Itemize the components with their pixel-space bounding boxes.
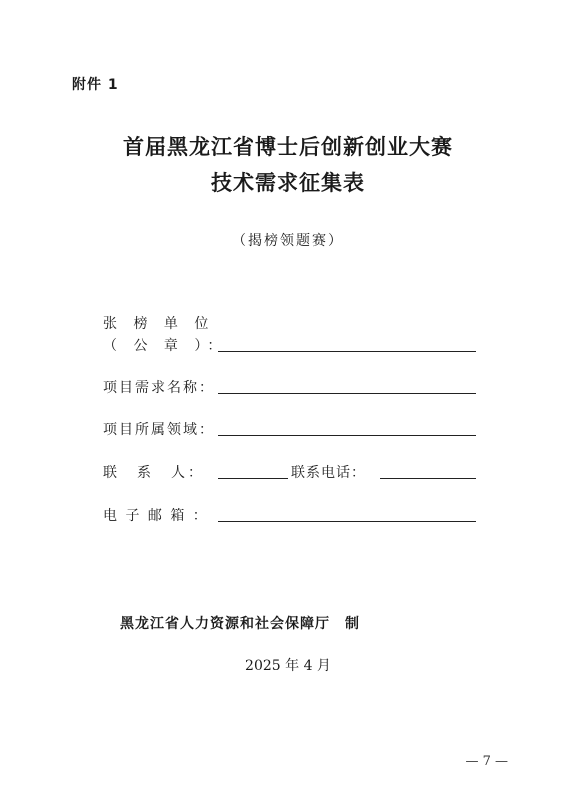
page-number: — 7 — <box>465 754 508 769</box>
form-title-line-1: 首届黑龙江省博士后创新创业大赛 <box>123 135 453 159</box>
email-field[interactable] <box>218 521 476 522</box>
issuer-unit-label-bottom: （ 公 章 ）： <box>103 338 228 354</box>
form-title-line-2: 技术需求征集表 <box>211 171 365 195</box>
attachment-label: 附件 1 <box>72 77 119 93</box>
project-need-name-label: 项目需求名称： <box>103 380 215 396</box>
contact-person-label: 联 系 人： <box>103 465 205 481</box>
project-field-label: 项目所属领域： <box>103 422 215 438</box>
project-need-name-field[interactable] <box>218 393 476 394</box>
issuer-unit-label-top: 张 榜 单 位 <box>103 316 215 332</box>
contact-phone-field[interactable] <box>380 478 476 479</box>
email-label: 电 子 邮 箱 ： <box>103 508 209 524</box>
issuer-unit-field[interactable] <box>218 351 476 352</box>
form-subtitle: （揭榜领题赛） <box>232 233 344 249</box>
issue-date: 2025 年 4 月 <box>245 658 331 674</box>
issuer-organization: 黑龙江省人力资源和社会保障厅 制 <box>120 616 360 632</box>
contact-person-field[interactable] <box>218 478 288 479</box>
contact-phone-label: 联系电话： <box>291 465 366 481</box>
project-field-field[interactable] <box>218 435 476 436</box>
